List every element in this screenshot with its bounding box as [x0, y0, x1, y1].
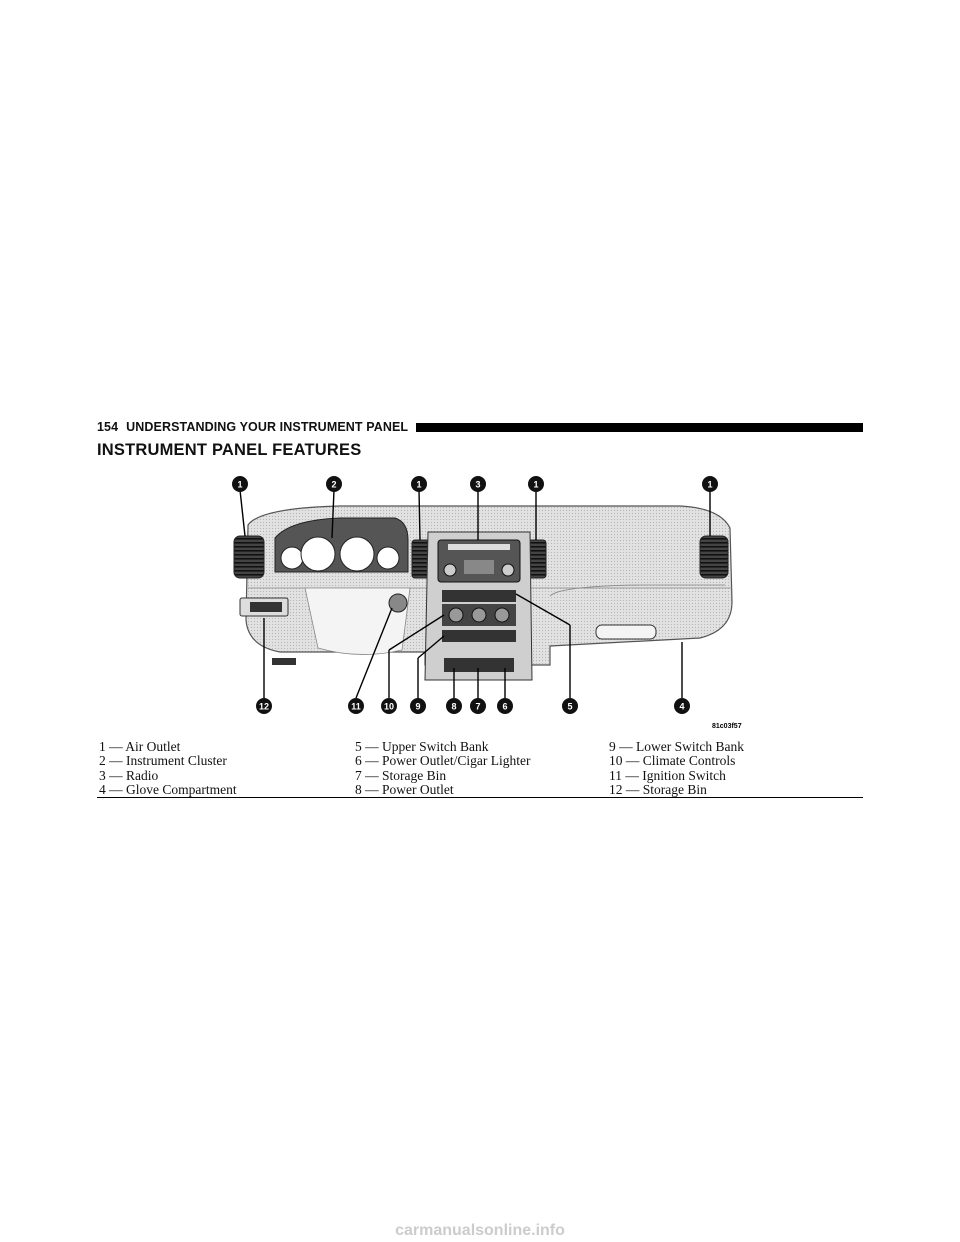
legend-item: 5 — Upper Switch Bank — [355, 739, 489, 754]
section-title: UNDERSTANDING YOUR INSTRUMENT PANEL — [126, 420, 409, 434]
legend-item: 10 — Climate Controls — [609, 753, 736, 769]
svg-text:12: 12 — [258, 701, 270, 712]
svg-text:2: 2 — [331, 479, 337, 490]
callout-bottom-4 — [674, 698, 690, 714]
legend-item: 8 — Power Outlet — [355, 781, 454, 797]
page-title: INSTRUMENT PANEL FEATURES — [97, 441, 362, 459]
legend-item: 3 — Radio — [99, 767, 159, 783]
callouts-bottom — [256, 698, 690, 714]
legend-item: 12 — Storage Bin — [609, 781, 707, 797]
center-stack — [425, 532, 532, 680]
callout-top-5 — [528, 476, 544, 492]
svg-text:7: 7 — [475, 701, 481, 712]
legend-item: 1 — Air Outlet — [99, 739, 181, 754]
svg-text:1: 1 — [416, 479, 422, 490]
callout-top-3 — [411, 476, 427, 492]
callout-bottom-10 — [381, 698, 397, 714]
header-rule — [416, 423, 863, 432]
callout-bottom-11 — [348, 698, 364, 714]
legend-item: 11 — Ignition Switch — [609, 767, 726, 783]
glove-compartment-handle — [596, 625, 656, 639]
callout-bottom-8 — [446, 698, 462, 714]
page-header — [97, 418, 863, 436]
legend-item: 6 — Power Outlet/Cigar Lighter — [355, 753, 531, 769]
svg-text:1: 1 — [533, 479, 539, 490]
legend-item: 2 — Instrument Cluster — [99, 753, 227, 769]
callout-bottom-12 — [256, 698, 272, 714]
left-vent — [234, 536, 264, 578]
legend-row — [99, 740, 863, 754]
callout-bottom-5 — [562, 698, 578, 714]
svg-text:4: 4 — [679, 701, 685, 712]
svg-text:8: 8 — [451, 701, 457, 712]
svg-text:11: 11 — [351, 701, 361, 712]
legend-item: 9 — Lower Switch Bank — [609, 739, 744, 754]
callout-bottom-7 — [470, 698, 486, 714]
svg-text:1: 1 — [237, 479, 243, 490]
instrument-panel-figure — [220, 470, 760, 735]
callout-top-6 — [702, 476, 718, 492]
lower-switch-bank — [442, 630, 516, 642]
svg-text:10: 10 — [383, 701, 395, 712]
legend-row — [99, 754, 863, 768]
callout-bottom-9 — [410, 698, 426, 714]
legend — [99, 740, 863, 797]
callout-top-1 — [232, 476, 248, 492]
page-number: 154 — [97, 420, 119, 434]
legend-item: 4 — Glove Compartment — [99, 781, 237, 797]
legend-bottom-rule — [97, 797, 863, 798]
figure-id: 81c03f57 — [712, 723, 742, 730]
watermark-footer: carmanualsonline.info — [395, 1222, 565, 1239]
svg-text:9: 9 — [415, 701, 421, 712]
legend-item: 7 — Storage Bin — [355, 767, 447, 783]
right-vent — [700, 536, 728, 578]
callout-top-2 — [326, 476, 342, 492]
callout-top-4 — [470, 476, 486, 492]
callouts-top — [232, 476, 718, 492]
svg-text:5: 5 — [567, 701, 573, 712]
svg-text:3: 3 — [475, 479, 481, 490]
svg-text:1: 1 — [707, 479, 713, 490]
svg-text:6: 6 — [502, 701, 508, 712]
legend-row — [99, 783, 863, 797]
instrument-cluster — [275, 518, 408, 572]
upper-switch-bank — [442, 590, 516, 602]
legend-row — [99, 769, 863, 783]
callout-bottom-6 — [497, 698, 513, 714]
